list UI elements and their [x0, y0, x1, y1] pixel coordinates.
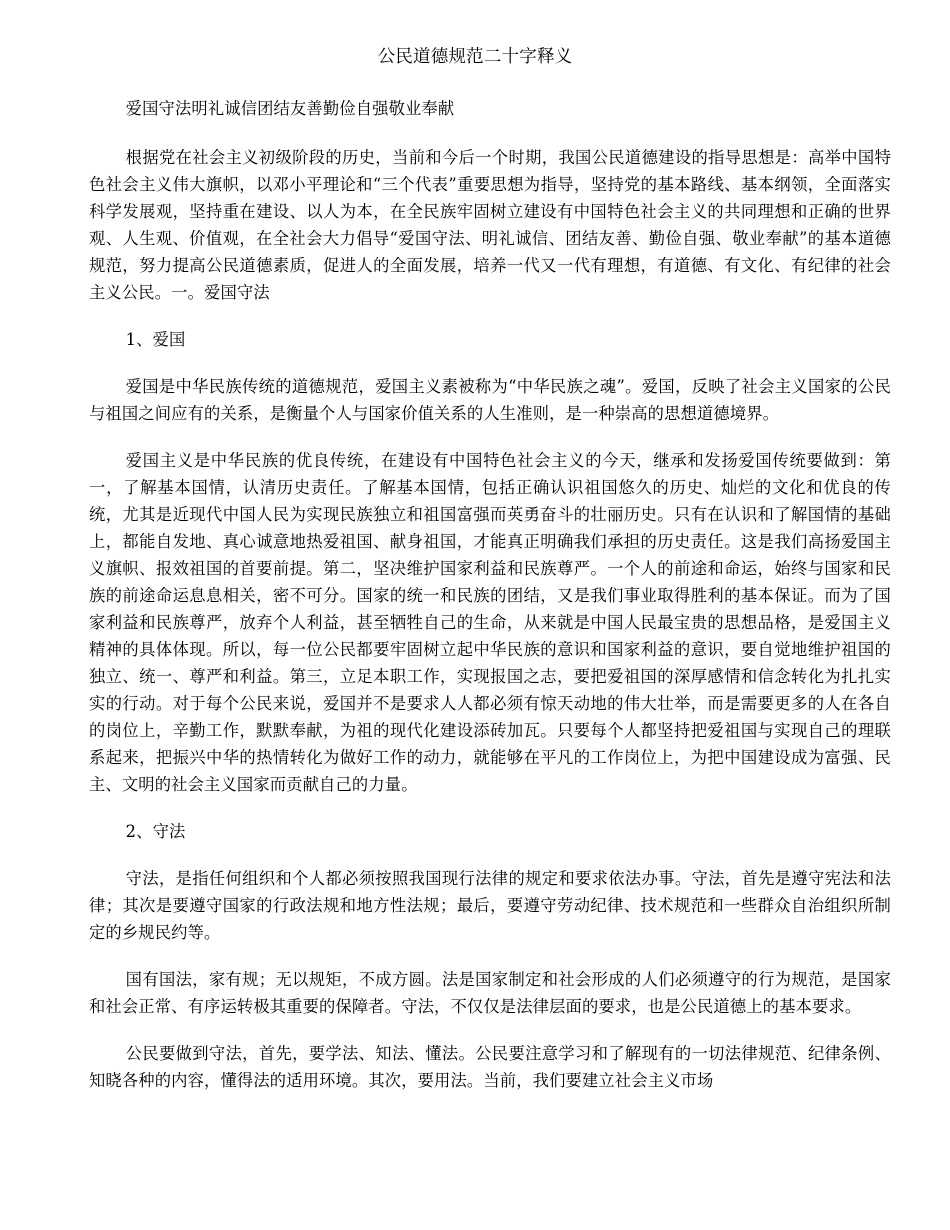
- paragraph-state-law: 国有国法，家有规；无以规矩，不成方圆。法是国家制定和社会形成的人们必须遵守的行为规范，是国家和社会正常、有序运转极其重要的保障者。守法，不仅仅是法律层面的要求，也是公民道德上的基本要求。: [89, 970, 891, 1016]
- document-body: [89, 95, 891, 1114]
- section-heading-patriotism: 1、爱国: [125, 330, 186, 349]
- section-heading-law-abiding: 2、守法: [125, 822, 186, 841]
- paragraph-patriotism-definition: 爱国是中华民族传统的道德规范，爱国主义素被称为“中华民族之魂”。爱国，反映了社会主义国家的公民与祖国之间应有的关系，是衡量个人与国家价值关系的人生准则，是一种崇高的思想道德境界。: [89, 377, 891, 423]
- paragraph-learn-law: 公民要做到守法，首先，要学法、知法、懂法。公民要注意学习和了解现有的一切法律规范、纪律条例、知晓各种的内容，懂得法的适用环境。其次，要用法。当前，我们要建立社会主义市场: [89, 1044, 891, 1090]
- paragraph-subtitle: 爱国守法明礼诚信团结友善勤俭自强敬业奉献: [125, 99, 455, 118]
- paragraph-law-abiding-definition: 守法，是指任何组织和个人都必须按照我国现行法律的规定和要求依法办事。守法，首先是遵守宪法和法律；其次是要遵守国家的行政法规和地方性法规；最后，要遵守劳动纪律、技术规范和一些群众自治组织所制定的乡规民约等。: [89, 869, 891, 942]
- paragraph-guiding-ideology: 根据党在社会主义初级阶段的历史，当前和今后一个时期，我国公民道德建设的指导思想是：高举中国特色社会主义伟大旗帜，以邓小平理论和“三个代表”重要思想为指导，坚持党的基本路线、基本纲领，全面落实科学发展观，坚持重在建设、以人为本，在全民族牢固树立建设有中国特色社会主义的共同理想和正确的世界观、人生观、价值观，在全社会大力倡导“爱国守法、明礼诚信、团结友善、勤俭自强、敬业奉献”的基本道德规范，努力提高公民道德素质，促进人的全面发展，培养一代又一代有理想，有道德、有文化、有纪律的社会主义公民。一。爱国守法: [89, 148, 891, 302]
- document-title: 公民道德规范二十字释义: [377, 47, 573, 67]
- paragraph-patriotism-tradition: 爱国主义是中华民族的优良传统，在建设有中国特色社会主义的今天，继承和发扬爱国传统要做到：第一，了解基本国情，认清历史责任。了解基本国情，包括正确认识祖国悠久的历史、灿烂的文化和优良的传统，尤其是近现代中国人民为实现民族独立和祖国富强而英勇奋斗的壮丽历史。只有在认识和了解国情的基础上，都能自发地、真心诚意地热爱祖国、献身祖国，才能真正明确我们承担的历史责任。这是我们高扬爱国主义旗帜、报效祖国的首要前提。第二，坚决维护国家利益和民族尊严。一个人的前途和命运，始终与国家和民族的前途命运息息相关，密不可分。国家的统一和民族的团结，又是我们事业取得胜利的基本保证。而为了国家利益和民族尊严，放弃个人利益，甚至牺牲自己的生命，从来就是中国人民最宝贵的思想品格，是爱国主义精神的具体体现。所以，每一位公民都要牢固树立起中华民族的意识和国家利益的意识，要自觉地维护祖国的独立、统一、尊严和利益。第三，立足本职工作，实现报国之志，要把爱祖国的深厚感情和信念转化为扎扎实实的行动。对于每个公民来说，爱国并不是要求人人都必须有惊天动地的伟大壮举，而是需要更多的人在各自的岗位上，辛勤工作，默默奉献，为祖的现代化建设添砖加瓦。只要每个人都坚持把爱祖国与实现自己的理联系起来，把振兴中华的热情转化为做好工作的动力，就能够在平凡的工作岗位上，为把中国建设成为富强、民主、文明的社会主义国家而贡献自己的力量。: [89, 451, 891, 794]
